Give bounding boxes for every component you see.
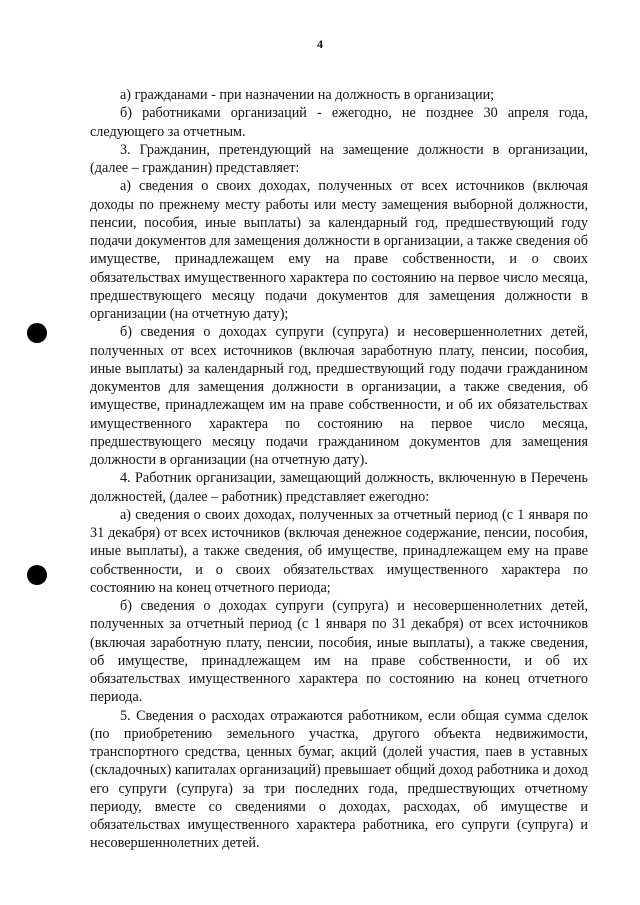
page-number: 4 [317,37,323,51]
punch-hole-mark [27,323,47,343]
paragraph: б) сведения о доходах супруги (супруга) и несовершеннолетних детей, полученных за отчетный период (с 1 января по 31 декабря) от всех источников (включая заработную плату, пенсии, пособия, иные выплаты), а также сведения, об имуществе, принадлежащем им на праве собственности, и об их обязательствах имущественного характера по состоянию на конец отчетного периода. [90,598,588,706]
paragraph: б) сведения о доходах супруги (супруга) и несовершеннолетних детей, полученных от всех источников (включая заработную плату, пенсии, пособия, иные выплаты) за календарный год, предшествующий году подачи гражданином документов для замещения должности в организации, а также сведения, об имуществе, принадлежащем им на праве собственности, и об их обязательствах имущественного характера по состоянию на первое число месяца, предшествующего месяцу подачи гражданином документов для замещения должности в организации (на отчетную дату). [90,324,588,468]
paragraph: б) работниками организаций - ежегодно, не позднее 30 апреля года, следующего за отчетным. [90,105,588,140]
paragraph: а) сведения о своих доходах, полученных за отчетный период (с 1 января по 31 декабря) от всех источников (включая денежное содержание, пенсии, пособия, иные выплаты), а также сведения, об имуществе, принадлежащем ему на праве собственности, и о своих обязательствах имущественного характера по состоянию на конец отчетного периода; [90,506,588,596]
paragraph: 3. Гражданин, претендующий на замещение должности в организации, (далее – гражданин) представляет: [90,141,588,176]
punch-hole-mark [27,565,47,585]
paragraph: а) сведения о своих доходах, полученных от всех источников (включая доходы по прежнему месту работы или месту замещения выборной должности, пенсии, пособия, иные выплаты) за календарный год, предшествующий году подачи документов для замещения должности в организации, а также сведения об имуществе, принадлежащем ему на праве собственности, и о своих обязательствах имущественного характера по состоянию на первое число месяца, предшествующего месяцу подачи документов для замещения должности в организации (на отчетную дату); [90,178,588,322]
paragraph: а) гражданами - при назначении на должность в организации; [120,87,495,103]
paragraph: 4. Работник организации, замещающий должность, включенную в Перечень должностей, (далее – работник) представляет ежегодно: [90,470,588,505]
paragraph: 5. Сведения о расходах отражаются работником, если общая сумма сделок (по приобретению земельного участка, другого объекта недвижимости, транспортного средства, ценных бумаг, акций (долей участия, паев в уставных (складочных) капиталах организаций) превышает общий доход работника и доход его супруги (супруга) за три последних года, предшествующих отчетному периоду, вместе со сведениями о доходах, расходах, об имуществе и обязательствах имущественного характера работника, его супруги (супруга) и несовершеннолетних детей. [90,707,588,852]
document-body [90,86,588,853]
